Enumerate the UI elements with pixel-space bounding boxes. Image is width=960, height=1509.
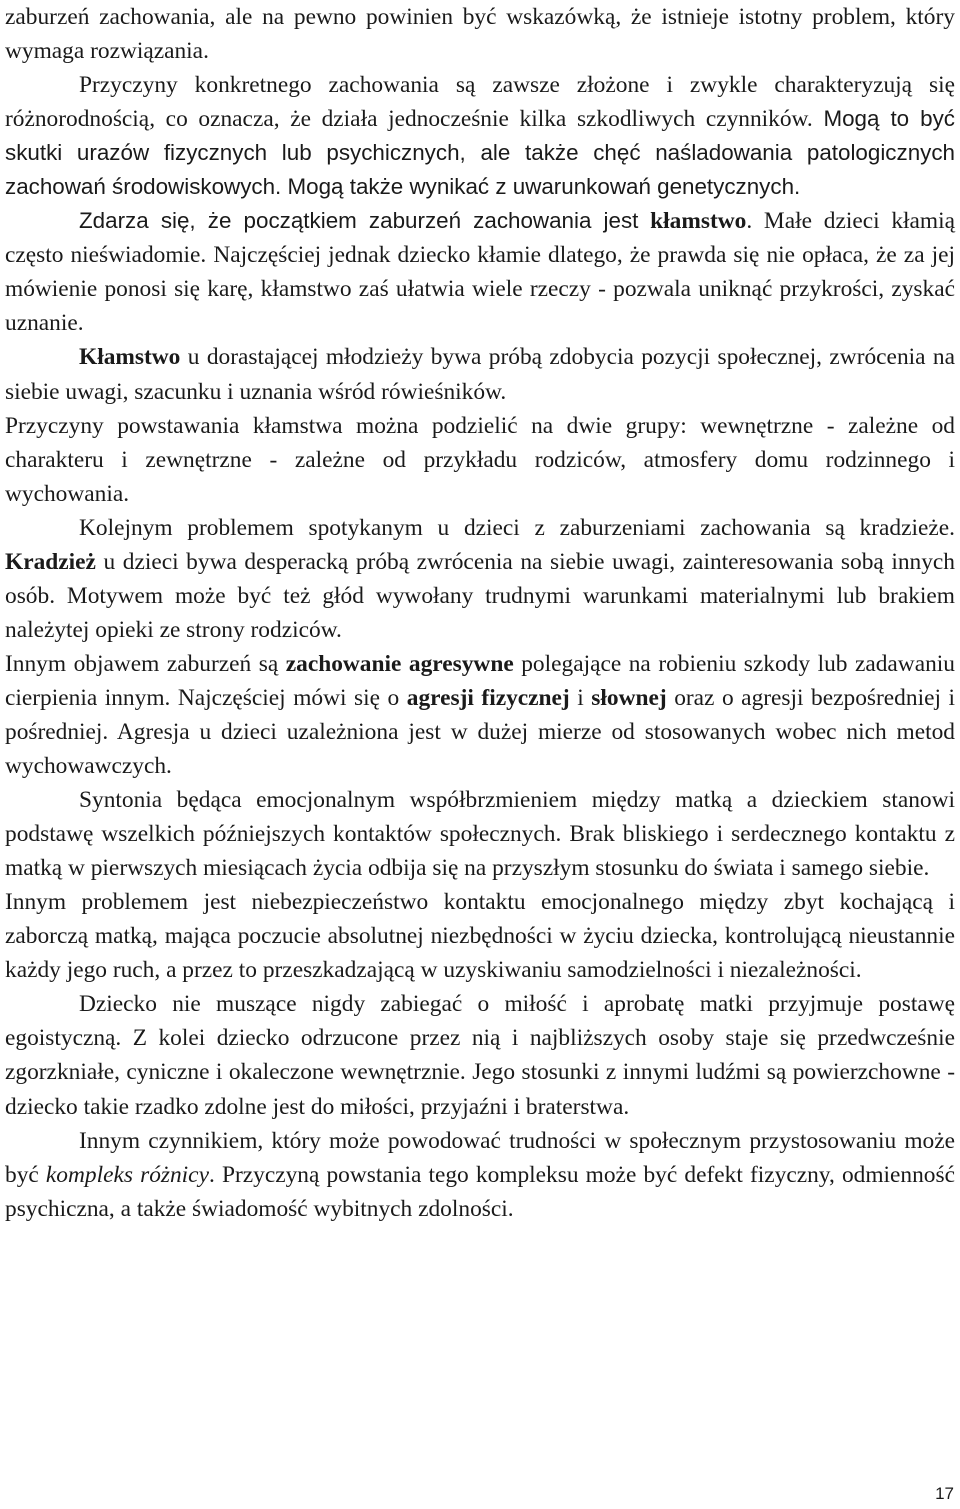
paragraph-overprotective-mother: [5, 885, 955, 987]
text: i: [577, 684, 584, 711]
text: Mogą to być skutki urazów fizycznych lub psychicznych, ale także chęć naśladowania patologicznych zachowań środowiskowych. Mogą także wynikać z uwarunkowań genetycznych.: [5, 106, 955, 200]
paragraph-egoism: [5, 987, 955, 1123]
text: Syntonia będąca emocjonalnym współbrzmieniem między matką a dzieckiem stanowi podstawę wszelkich późniejszych kontaktów społecznych. Brak bliskiego i serdecznego kontaktu z matką w pierwszych miesiącach życia odbija się na przyszłym stosunku do świata i samego siebie.: [5, 787, 955, 882]
bold-term: zachowanie agresywne: [285, 650, 514, 677]
text: Dziecko nie muszące nigdy zabiegać o miłość i aprobatę matki przyjmuje postawę egoistyczną. Z kolei dziecko odrzucone przez nią i najbliższych osoby staje się przedwcześnie zgorzkniałe, cyniczne i okaleczone wewnętrznie. Jego stosunki z innymi ludźmi są powierzchowne - dziecko takie rzadko zdolne jest do miłości, przyjaźni i braterstwa.: [5, 991, 955, 1120]
paragraph-difference-complex: [5, 1124, 955, 1226]
document-body: [5, 0, 955, 1226]
text: Przyczyny powstawania kłamstwa można podzielić na dwie grupy: wewnętrzne - zależne od charakteru i zewnętrzne - zależne od przykładu rodziców, atmosfery domu rodzinnego i wychowania.: [5, 412, 955, 507]
text: . Przyczyną powstania tego kompleksu może być defekt fizyczny, odmienność psychiczna, a także świadomość wybitnych zdolności.: [5, 1161, 955, 1222]
text: oraz o agresji bezpośredniej i pośredniej. Agresja u dzieci uzależniona jest w dużej mierze od stosowanych wobec nich metod wychowawczych.: [5, 684, 955, 780]
page-number: 17: [935, 1484, 954, 1503]
bold-term: Kłamstwo: [79, 344, 181, 371]
text: zaburzeń zachowania, ale na pewno powinien być wskazówką, że istnieje istotny problem, który wymaga rozwiązania.: [5, 4, 955, 65]
text: u dzieci bywa desperacką próbą zwrócenia na siebie uwagi, zainteresowania sobą innych osób. Motywem może być też głód wywołany trudnymi warunkami materialnymi lub brakiem należytej opieki ze strony rodziców.: [5, 548, 955, 643]
text: Zdarza się, że początkiem zaburzeń zachowania jest: [79, 208, 639, 234]
bold-term: agresji fizycznej: [406, 684, 570, 711]
italic-term: kompleks różnicy: [45, 1161, 209, 1188]
paragraph-aggression: [5, 647, 955, 783]
bold-term: słownej: [591, 684, 667, 711]
text: Kolejnym problemem spotykanym u dzieci z zaburzeniami zachowania są kradzieże.: [79, 514, 955, 541]
paragraph-syntonia: [5, 783, 955, 885]
bold-term: kłamstwo: [650, 208, 747, 235]
paragraph-continuation: [5, 0, 955, 68]
bold-term: Kradzież: [5, 548, 96, 575]
text: Innym objawem zaburzeń są: [5, 650, 279, 677]
text: Innym problemem jest niebezpieczeństwo kontaktu emocjonalnego między zbyt kochającą i zaborczą matką, mająca poczucie absolutnej niezbędności w życiu dziecka, kontrolującą nieustannie każdy jego ruch, a przez to przeszkadzającą w uzyskiwaniu samodzielności i niezależności.: [5, 889, 955, 984]
paragraph-lying-youth: [5, 340, 955, 408]
text: polegające na robieniu szkody lub zadawaniu cierpienia innym. Najczęściej mówi się o: [5, 650, 955, 711]
paragraph-theft: [5, 511, 955, 647]
text: Przyczyny konkretnego zachowania są zawsze złożone i zwykle charakteryzują się różnorodnością, co oznacza, że działa jednocześnie kilka szkodliwych czynników.: [5, 72, 955, 133]
paragraph-causes: [5, 68, 955, 204]
text: Innym czynnikiem, który może powodować trudności w społecznym przystosowaniu może być: [5, 1127, 955, 1188]
paragraph-lying-causes: [5, 409, 955, 511]
paragraph-lying: [5, 204, 955, 340]
text: u dorastającej młodzieży bywa próbą zdobycia pozycji społecznej, zwrócenia na siebie uwagi, szacunku i uznania wśród rówieśników.: [5, 344, 955, 405]
text: . Małe dzieci kłamią często nieświadomie.: [5, 208, 955, 269]
text: Najczęściej jednak dziecko kłamie dlatego, że prawda się nie opłaca, że za jej mówienie ponosi się karę, kłamstwo zaś ułatwia wiele rzeczy - pozwala uniknąć przykrości, zyskać uznanie.: [5, 242, 955, 337]
